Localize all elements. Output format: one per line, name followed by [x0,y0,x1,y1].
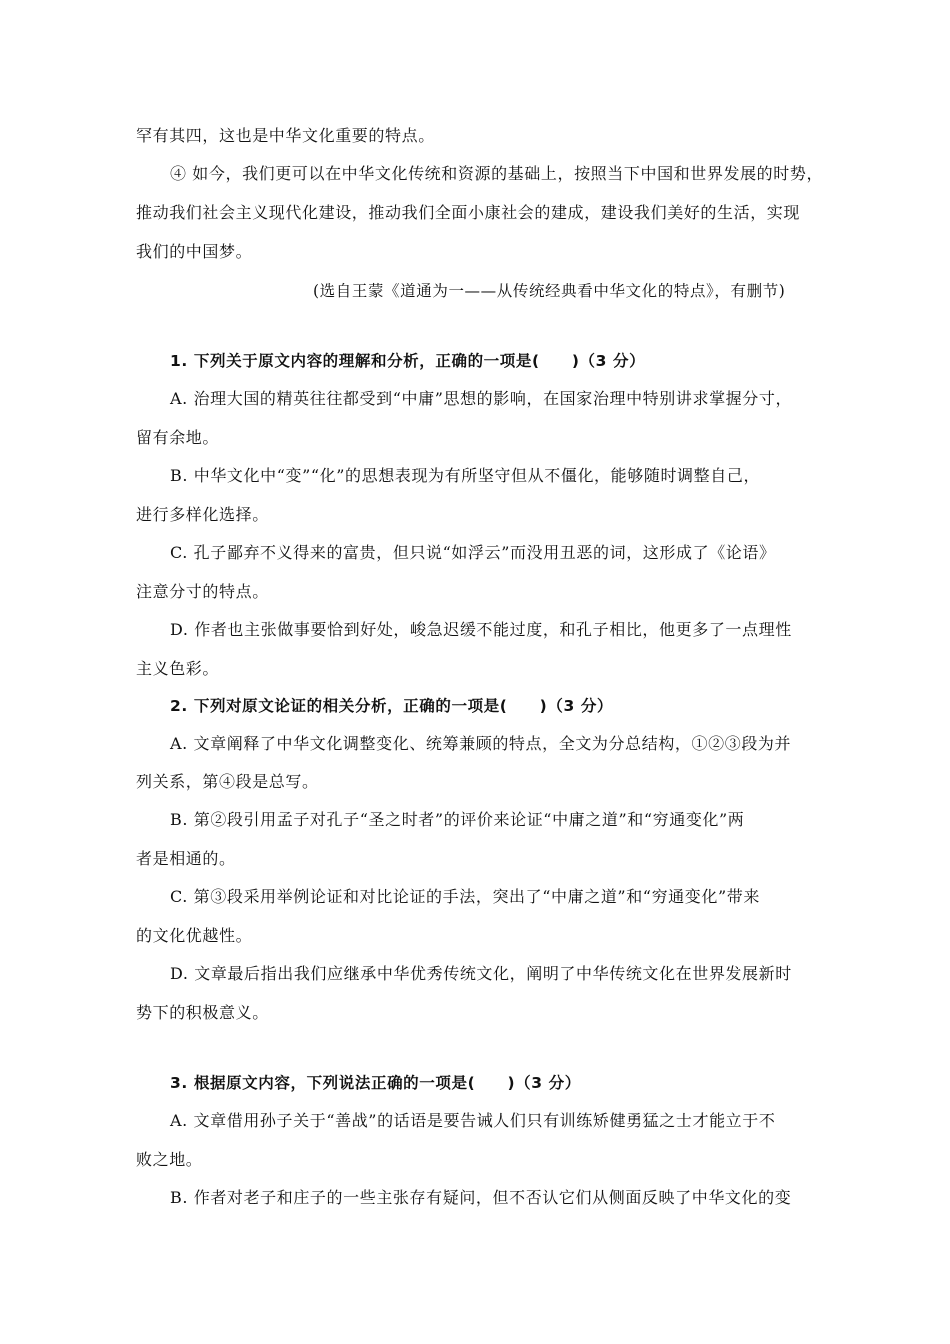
passage-p4-line3: 我们的中国梦。 [136,242,253,261]
question-2-option-c-line2: 的文化优越性。 [136,926,253,945]
question-2-option-a-line1: A. 文章阐释了中华文化调整变化、统筹兼顾的特点，全文为分总结构，①②③段为并 [170,734,792,753]
question-2-option-b-line1: B. 第②段引用孟子对孔子“圣之时者”的评价来论证“中庸之道”和“穷通变化”两 [170,810,745,829]
question-1-option-c-line1: C. 孔子鄙弃不义得来的富贵，但只说“如浮云”而没用丑恶的词，这形成了《论语》 [170,543,776,562]
question-1-option-c-line2: 注意分寸的特点。 [136,582,269,601]
question-2-option-b-line2: 者是相通的。 [136,849,236,868]
passage-p4-line1: ④ 如今，我们更可以在中华文化传统和资源的基础上，按照当下中国和世界发展的时势， [170,164,824,183]
question-1-option-b-line2: 进行多样化选择。 [136,505,269,524]
passage-p4-line2: 推动我们社会主义现代化建设，推动我们全面小康社会的建成，建设我们美好的生活，实现 [136,203,801,222]
passage-p3-tail: 罕有其四，这也是中华文化重要的特点。 [136,126,435,145]
question-1-stem: 1. 下列关于原文内容的理解和分析，正确的一项是( )（3 分） [170,352,646,370]
question-1-option-d-line2: 主义色彩。 [136,659,220,678]
question-2-option-a-line2: 列关系，第④段是总写。 [136,772,319,791]
question-2-option-d-line2: 势下的积极意义。 [136,1003,269,1022]
passage-source: (选自王蒙《道通为一——从传统经典看中华文化的特点》，有删节) [313,282,786,300]
question-2-option-c-line1: C. 第③段采用举例论证和对比论证的手法，突出了“中庸之道”和“穷通变化”带来 [170,887,760,906]
question-1-option-a-line1: A. 治理大国的精英往往都受到“中庸”思想的影响，在国家治理中特别讲求掌握分寸， [170,389,793,408]
question-2-stem: 2. 下列对原文论证的相关分析，正确的一项是( )（3 分） [170,697,614,715]
question-1-option-b-line1: B. 中华文化中“变”“化”的思想表现为有所坚守但从不僵化，能够随时调整自己， [170,466,761,485]
question-2-option-d-line1: D. 文章最后指出我们应继承中华优秀传统文化，阐明了中华传统文化在世界发展新时 [170,964,792,983]
question-3-option-a-line2: 败之地。 [136,1150,203,1169]
question-3-option-b-line1: B. 作者对老子和庄子的一些主张存有疑问，但不否认它们从侧面反映了中华文化的变 [170,1188,792,1207]
question-1-option-d-line1: D. 作者也主张做事要恰到好处，峻急迟缓不能过度，和孔子相比，他更多了一点理性 [170,620,792,639]
question-3-option-a-line1: A. 文章借用孙子关于“善战”的话语是要告诫人们只有训练矫健勇猛之士才能立于不 [170,1111,776,1130]
question-3-stem: 3. 根据原文内容，下列说法正确的一项是( )（3 分） [170,1074,581,1092]
question-1-option-a-line2: 留有余地。 [136,428,220,447]
